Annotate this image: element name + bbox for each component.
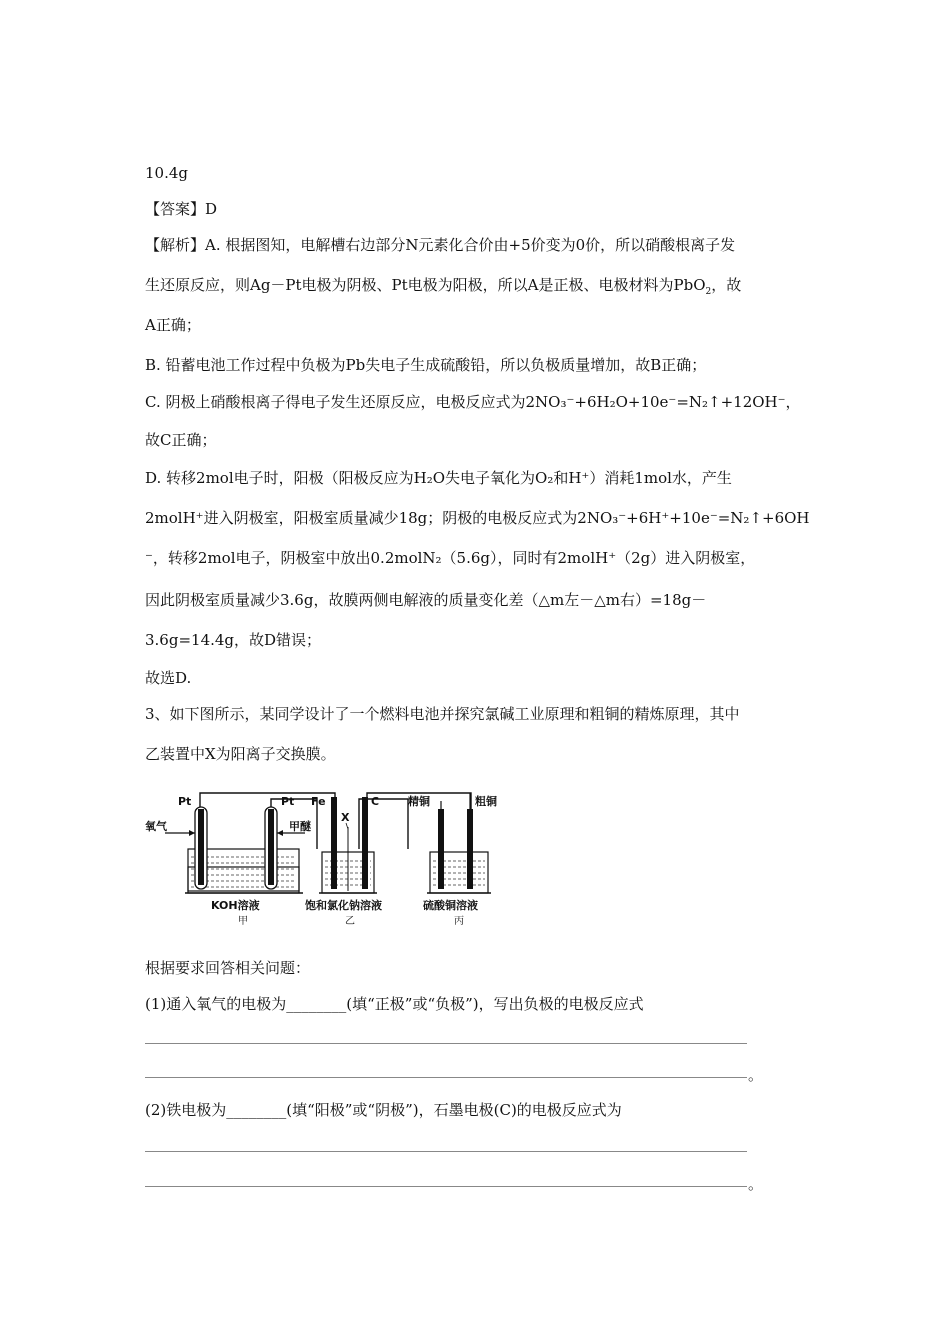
label-fe: Fe bbox=[311, 795, 326, 808]
beaker-bing bbox=[427, 793, 491, 893]
answer-tail: 10.4g bbox=[145, 164, 189, 182]
analysis-a-line2: 生还原反应，则Ag－Pt电极为阴极、Pt电极为阳极，所以A是正极、电极材料为PbO$_2$，故 bbox=[145, 276, 742, 297]
fe-electrode bbox=[331, 797, 337, 889]
analysis-d-line2: 2molH⁺进入阴极室，阳极室质量减少18g；阴极的电极反应式为2NO₃⁻+6H⁺+10e⁻=N₂↑+6OH bbox=[145, 509, 810, 527]
pt-electrode-right bbox=[268, 809, 274, 885]
analysis-d-line5: 3.6g=14.4g，故D错误； bbox=[145, 631, 322, 649]
analysis-c-line2: 故C正确； bbox=[145, 431, 217, 449]
ether-arrow bbox=[277, 830, 283, 836]
c-electrode bbox=[362, 797, 368, 889]
analysis-c-line1: C. 阴极上硝酸根离子得电子发生还原反应，电极反应式为2NO₃⁻+6H₂O+10e⁻=N₂↑+12OH⁻， bbox=[145, 393, 801, 411]
label-oxygen: 氧气 bbox=[145, 820, 167, 833]
period-mark: 。 bbox=[748, 1066, 764, 1084]
fine-copper-electrode bbox=[438, 809, 444, 889]
crude-copper-electrode bbox=[467, 809, 473, 889]
analysis-a-line1: 【解析】A. 根据图知，电解槽右边部分N元素化合价由+5价变为0价，所以硝酸根离子发 bbox=[145, 236, 736, 254]
caption-bing: 丙 bbox=[454, 916, 464, 927]
analysis-d-line1: D. 转移2mol电子时，阳极（阳极反应为H₂O失电子氧化为O₂和H⁺）消耗1mol水，产生 bbox=[145, 469, 732, 487]
question-part1: (1)通入氧气的电极为________(填“正极”或“负极”)，写出负极的电极反应式 bbox=[145, 995, 644, 1013]
conclusion: 故选D. bbox=[145, 669, 192, 687]
caption-jia: 甲 bbox=[238, 916, 248, 927]
answer-blank-line bbox=[145, 1186, 747, 1187]
analysis-d-line4: 因此阴极室质量减少3.6g，故膜两侧电解液的质量变化差（△m左－△m右）=18g－ bbox=[145, 591, 707, 609]
label-fine-copper: 精铜 bbox=[408, 795, 430, 808]
answer-blank-line bbox=[145, 1151, 747, 1152]
question-stem-line2: 乙装置中X为阳离子交换膜。 bbox=[145, 745, 336, 763]
caption-koh-solution: KOH溶液 bbox=[211, 899, 260, 912]
analysis-b: B. 铅蓄电池工作过程中负极为Pb失电子生成硫酸铅，所以负极质量增加，故B正确； bbox=[145, 356, 707, 374]
label-crude-copper: 粗铜 bbox=[475, 795, 497, 808]
label-c: C bbox=[371, 795, 380, 808]
label-pt-right: Pt bbox=[281, 795, 295, 808]
beaker-jia bbox=[165, 807, 305, 893]
period-mark: 。 bbox=[748, 1175, 764, 1193]
oxygen-arrow bbox=[189, 830, 195, 836]
electrochemistry-apparatus-diagram bbox=[145, 787, 525, 932]
label-pt-left: Pt bbox=[178, 795, 192, 808]
answer-label: 【答案】D bbox=[145, 200, 218, 218]
question-stem-line1: 3、如下图所示，某同学设计了一个燃料电池并探究氯碱工业原理和粗铜的精炼原理，其中 bbox=[145, 705, 740, 723]
answer-prompt: 根据要求回答相关问题： bbox=[145, 959, 311, 977]
answer-blank-line bbox=[145, 1043, 747, 1044]
answer-blank-line bbox=[145, 1077, 747, 1078]
caption-nacl-solution: 饱和氯化钠溶液 bbox=[305, 899, 382, 912]
question-part2: (2)铁电极为________(填“阳极”或“阴极”)，石墨电极(C)的电极反应式为 bbox=[145, 1101, 622, 1119]
analysis-d-line3: ⁻，转移2mol电子，阴极室中放出0.2molN₂（5.6g），同时有2molH⁺（2g）进入阴极室， bbox=[145, 549, 756, 567]
label-ether: 甲醚 bbox=[289, 820, 311, 833]
caption-yi: 乙 bbox=[345, 916, 355, 927]
analysis-a-line3: A正确； bbox=[145, 316, 201, 334]
pt-electrode-left bbox=[198, 809, 204, 885]
label-x: X bbox=[341, 811, 350, 824]
caption-cuso4-solution: 硫酸铜溶液 bbox=[423, 899, 478, 912]
